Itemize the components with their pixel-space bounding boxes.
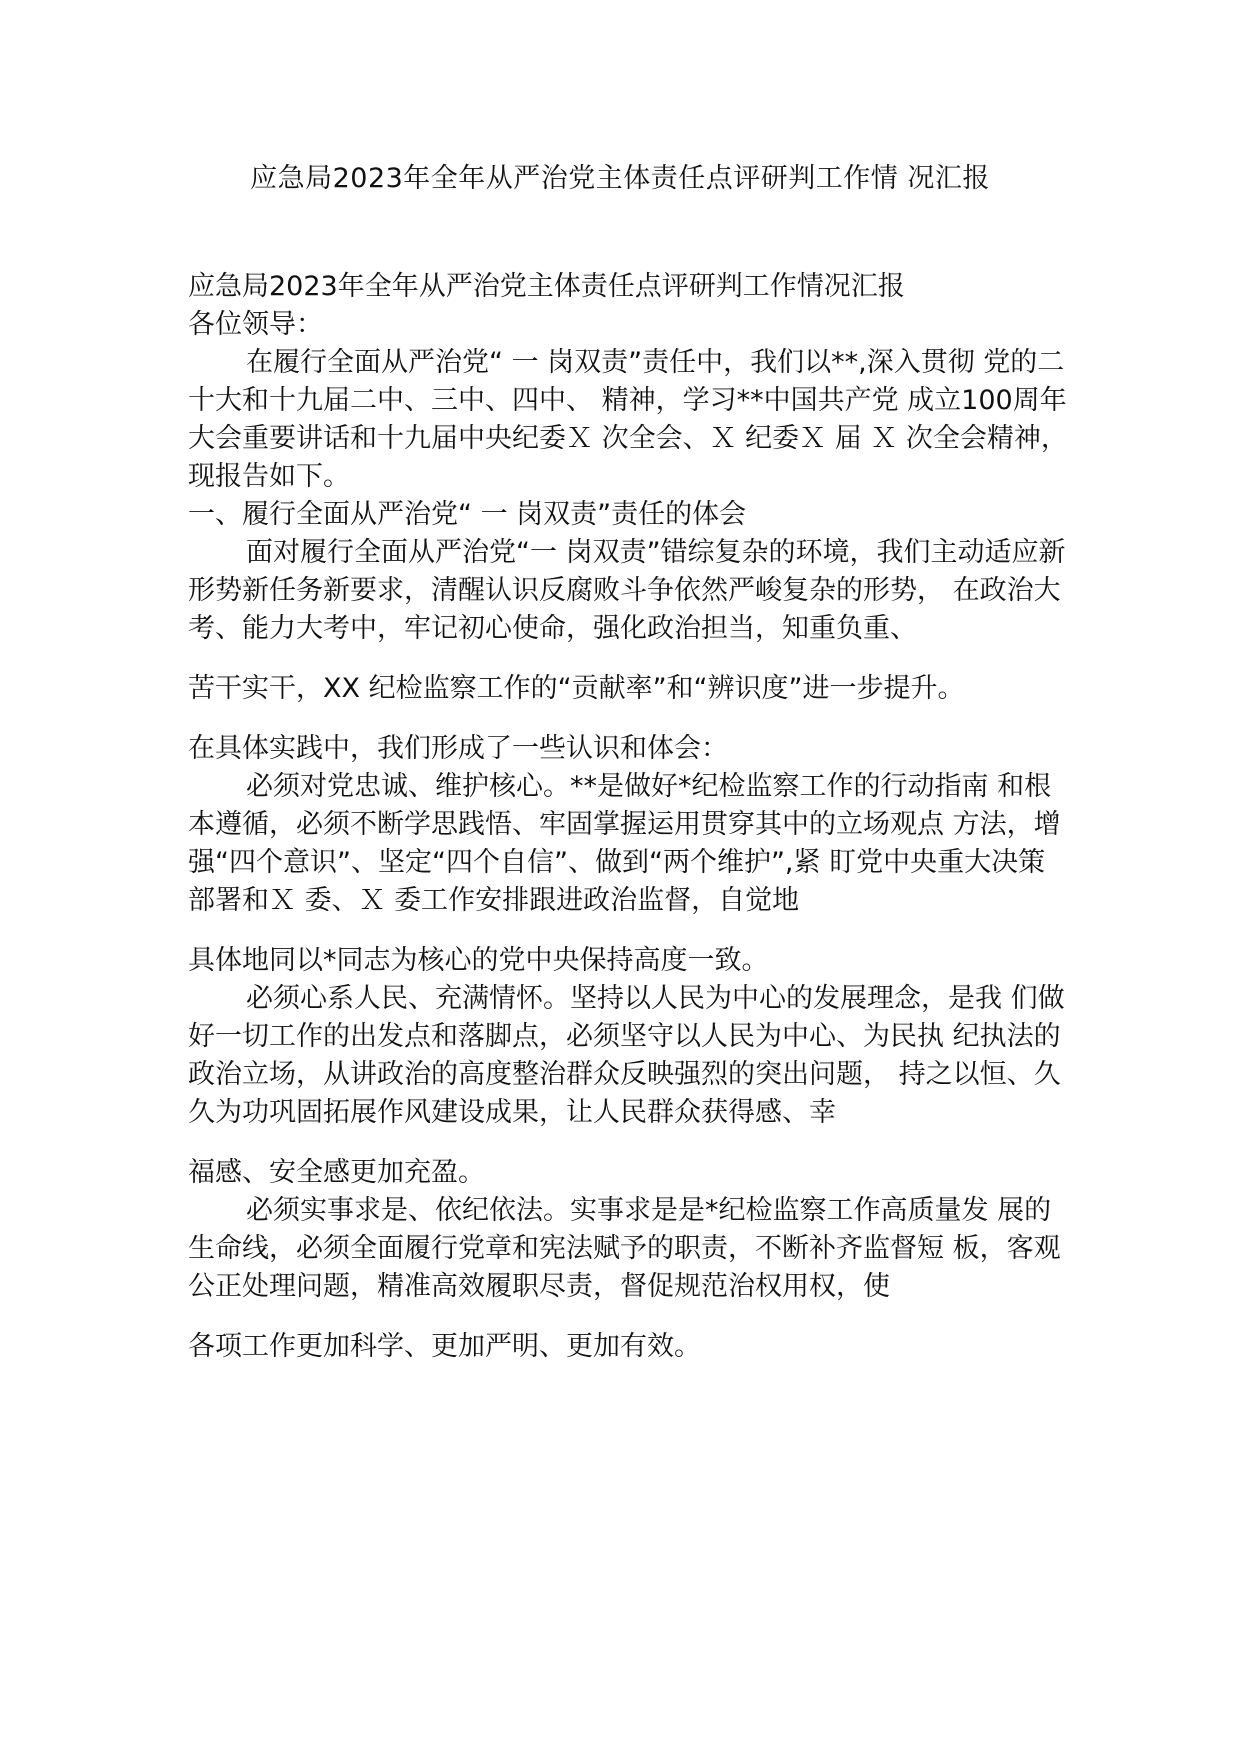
paragraph-practice: 在具体实践中，我们形成了一些认识和体会：: [188, 733, 728, 764]
document-body: [188, 268, 1070, 1366]
section-heading-1: 一、履行全面从严治党“ 一 岗双责”责任的体会: [188, 499, 747, 530]
document-title: 应急局2023年全年从严治党主体责任点评研判工作情况汇报: [188, 271, 905, 302]
paragraph-continuation: 具体地同以*同志为核心的党中央保持高度一致。: [188, 945, 769, 976]
paragraph-environment: 面对履行全面从严治党“一 岗双责”错综复杂的环境，我们主动适应新形势新任务新要求，清醒认识反腐败斗争依然严峻复杂的形势， 在政治大考、能力大考中，牢记初心使命，强化政治担当，知重负重、: [188, 537, 1066, 644]
salutation: 各位领导：: [188, 309, 323, 340]
page-header-title: 应急局2023年全年从严治党主体责任点评研判工作情 况汇报: [250, 163, 990, 194]
paragraph-continuation: 苦干实干，XX 纪检监察工作的“贡献率”和“辨识度”进一步提升。: [188, 673, 965, 704]
paragraph-people: 必须心系人民、充满情怀。坚持以人民为中心的发展理念，是我 们做好一切工作的出发点和落脚点，必须坚守以人民为中心、为民执 纪执法的政治立场，从讲政治的高度整治群众反映强烈的突出问题， 持之以恒、久久为功巩固拓展作风建设成果，让人民群众获得感、幸: [188, 983, 1065, 1128]
paragraph-intro: 在履行全面从严治党“ 一 岗双责”责任中，我们以**,深入贯彻 党的二十大和十九届二中、三中、四中、 精神，学习**中国共产党 成立100周年大会重要讲话和十九届中央纪委Ｘ 次全会、Ｘ 纪委Ｘ 届 Ｘ 次全会精神，现报告如下。: [188, 347, 1068, 492]
paragraph-loyalty: 必须对党忠诚、维护核心。**是做好*纪检监察工作的行动指南 和根本遵循，必须不断学思践悟、牢固掌握运用贯穿其中的立场观点 方法，增强“四个意识”、坚定“四个自信”、做到“两个维护”,紧 盯党中央重大决策部署和Ｘ 委、Ｘ 委工作安排跟进政治监督，自觉地: [188, 771, 1061, 916]
paragraph-continuation: 各项工作更加科学、更加严明、更加有效。: [188, 1331, 701, 1362]
paragraph-law: 必须实事求是、依纪依法。实事求是是*纪检监察工作高质量发 展的生命线，必须全面履行党章和宪法赋予的职责，不断补齐监督短 板，客观公正处理问题，精准高效履职尽责，督促规范治权用权，使: [188, 1195, 1061, 1302]
paragraph-continuation: 福感、安全感更加充盈。: [188, 1157, 485, 1188]
